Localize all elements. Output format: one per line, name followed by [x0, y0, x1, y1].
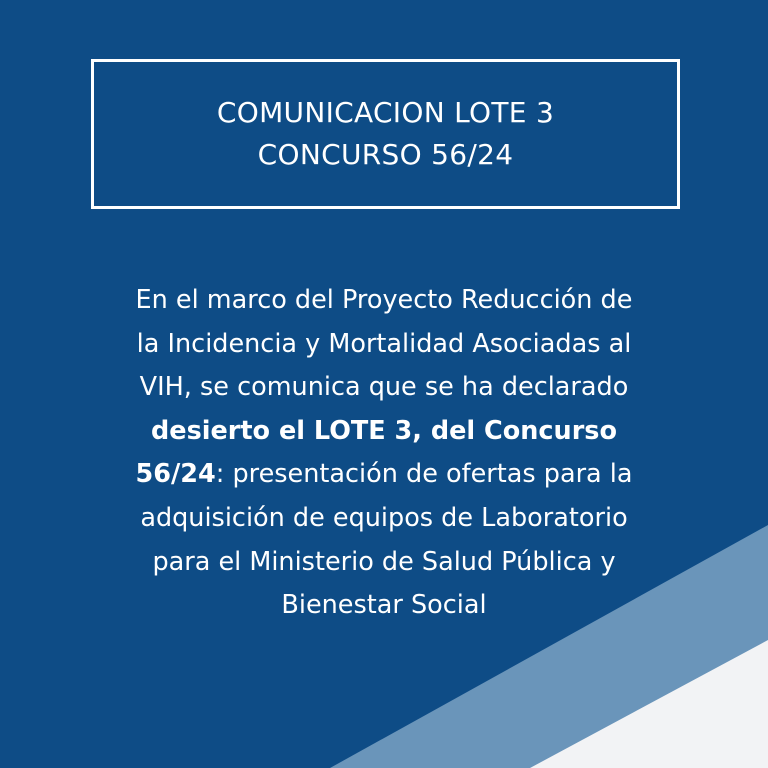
title-line-1: COMUNICACION LOTE 3: [216, 96, 555, 129]
announcement-line-4-bold: desierto el LOTE 3, del Concurso: [151, 415, 617, 446]
announcement-line-2: la Incidencia y Mortalidad Asociadas al: [136, 328, 632, 359]
announcement-line-6: adquisición de equipos de Laboratorio: [140, 502, 628, 533]
title-box: [91, 59, 680, 209]
announcement-line-1: En el marco del Proyecto Reducción de: [135, 285, 633, 315]
announcement-text: [60, 279, 708, 628]
announcement-line-5: [60, 453, 708, 497]
announcement-line-5-rest: : presentación de ofertas para la: [215, 459, 633, 490]
announcement-line-7: para el Ministerio de Salud Pública y: [152, 546, 616, 577]
concurso-number-bold: 56/24: [135, 459, 216, 490]
announcement-line-3: VIH, se comunica que se ha declarado: [139, 372, 629, 403]
title-line-2: CONCURSO 56/24: [257, 138, 514, 171]
announcement-line-8: Bienestar Social: [281, 590, 487, 621]
